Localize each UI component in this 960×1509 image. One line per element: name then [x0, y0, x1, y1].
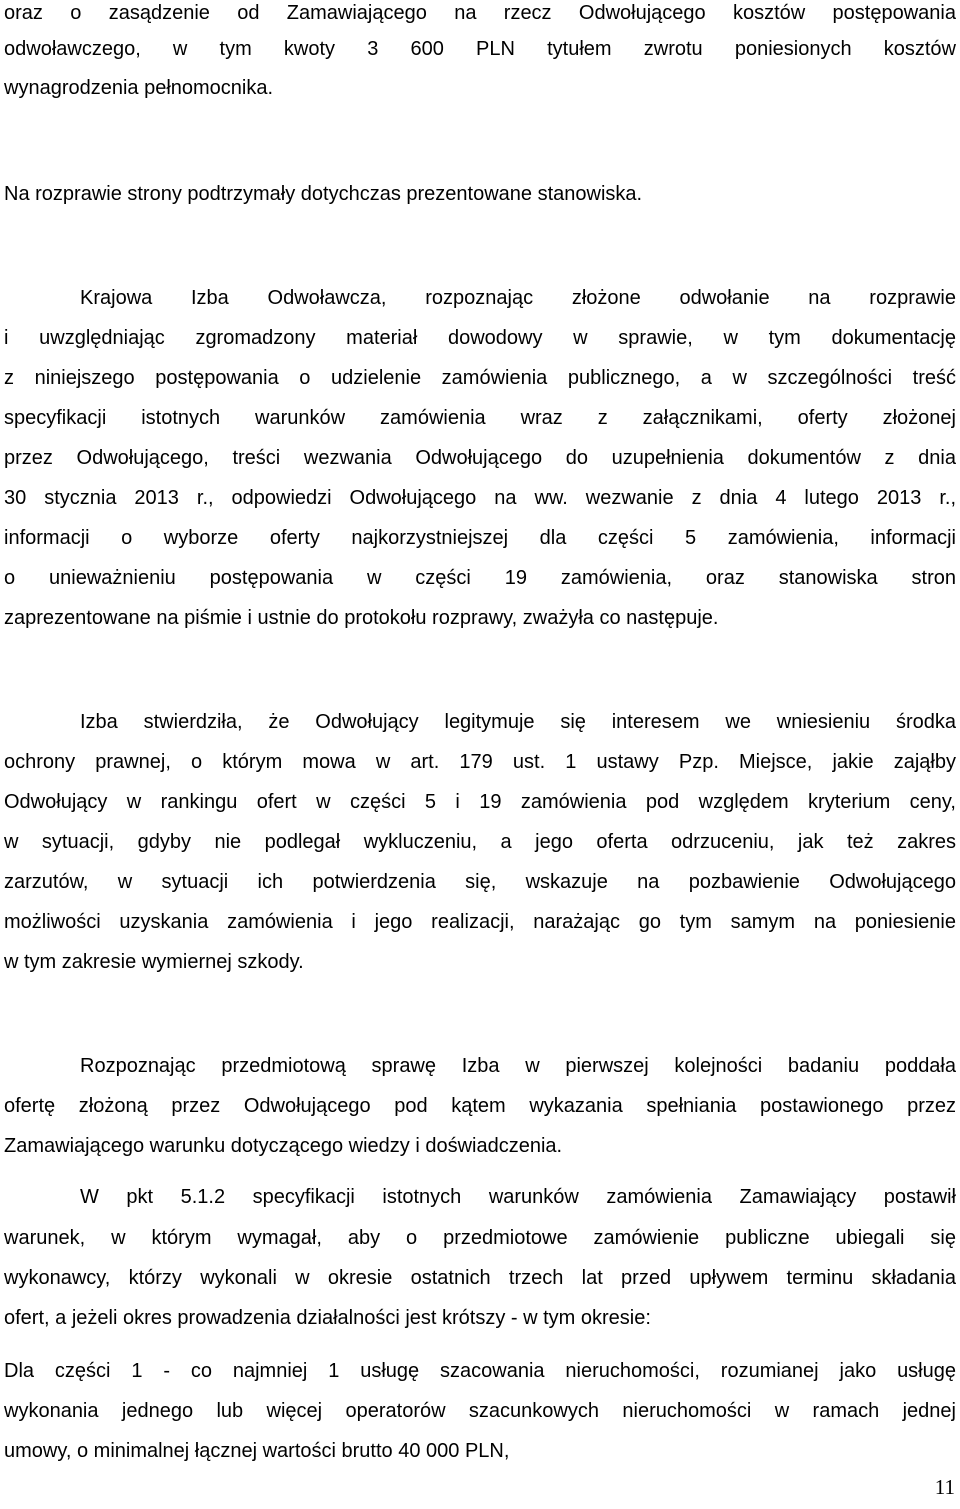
text-line: Odwołujący w rankingu ofert w części 5 i 19 zamówienia pod względem kryterium ceny, — [4, 791, 956, 813]
text-line: specyfikacji istotnych warunków zamówienia wraz z załącznikami, oferty złożonej — [4, 407, 956, 429]
text-line: wykonawcy, którzy wykonali w okresie ostatnich trzech lat przed upływem terminu składania — [4, 1267, 956, 1289]
text-line: Krajowa Izba Odwoławcza, rozpoznając złożone odwołanie na rozprawie — [80, 287, 956, 309]
text-line: informacji o wyborze oferty najkorzystniejszej dla części 5 zamówienia, informacji — [4, 527, 956, 549]
text-line: Na rozprawie strony podtrzymały dotychczas prezentowane stanowiska. — [4, 183, 643, 205]
text-line: umowy, o minimalnej łącznej wartości brutto 40 000 PLN, — [4, 1440, 510, 1462]
text-line: W pkt 5.1.2 specyfikacji istotnych warunków zamówienia Zamawiający postawił — [80, 1186, 956, 1208]
text-line: w sytuacji, gdyby nie podlegał wykluczeniu, a jego oferta odrzuceniu, jak też zakres — [4, 831, 956, 853]
text-line: Izba stwierdziła, że Odwołujący legitymuje się interesem we wniesieniu środka — [80, 711, 956, 733]
text-line: z niniejszego postępowania o udzielenie zamówienia publicznego, a w szczególności treść — [4, 367, 956, 389]
text-line: ofertę złożoną przez Odwołującego pod kątem wykazania spełniania postawionego przez — [4, 1095, 956, 1117]
text-line: oraz o zasądzenie od Zamawiającego na rzecz Odwołującego kosztów postępowania — [4, 2, 956, 24]
page-number: 11 — [934, 1475, 955, 1499]
text-line: i uwzględniając zgromadzony materiał dowodowy w sprawie, w tym dokumentację — [4, 327, 956, 349]
text-line: przez Odwołującego, treści wezwania Odwołującego do uzupełnienia dokumentów z dnia — [4, 447, 956, 469]
text-line: w tym zakresie wymiernej szkody. — [4, 951, 304, 973]
text-line: 30 stycznia 2013 r., odpowiedzi Odwołującego na ww. wezwanie z dnia 4 lutego 2013 r., — [4, 487, 956, 509]
text-line: ochrony prawnej, o którym mowa w art. 179 ust. 1 ustawy Pzp. Miejsce, jakie zająłby — [4, 751, 956, 773]
text-line: o unieważnieniu postępowania w części 19 zamówienia, oraz stanowiska stron — [4, 567, 956, 589]
text-line: zarzutów, w sytuacji ich potwierdzenia się, wskazuje na pozbawienie Odwołującego — [4, 871, 956, 893]
text-line: możliwości uzyskania zamówienia i jego realizacji, narażając go tym samym na poniesienie — [4, 911, 956, 933]
text-line: ofert, a jeżeli okres prowadzenia działalności jest krótszy - w tym okresie: — [4, 1307, 651, 1329]
text-line: odwoławczego, w tym kwoty 3 600 PLN tytułem zwrotu poniesionych kosztów — [4, 38, 956, 60]
text-line: Zamawiającego warunku dotyczącego wiedzy i doświadczenia. — [4, 1135, 563, 1157]
text-line: Dla części 1 - co najmniej 1 usługę szacowania nieruchomości, rozumianej jako usługę — [4, 1360, 956, 1382]
text-line: wykonania jednego lub więcej operatorów szacunkowych nieruchomości w ramach jednej — [4, 1400, 956, 1422]
text-line: wynagrodzenia pełnomocnika. — [4, 77, 274, 99]
text-line: zaprezentowane na piśmie i ustnie do protokołu rozprawy, zważyła co następuje. — [4, 607, 719, 629]
text-line: Rozpoznając przedmiotową sprawę Izba w pierwszej kolejności badaniu poddała — [80, 1055, 956, 1077]
text-line: warunek, w którym wymagał, aby o przedmiotowe zamówienie publiczne ubiegali się — [4, 1227, 956, 1249]
